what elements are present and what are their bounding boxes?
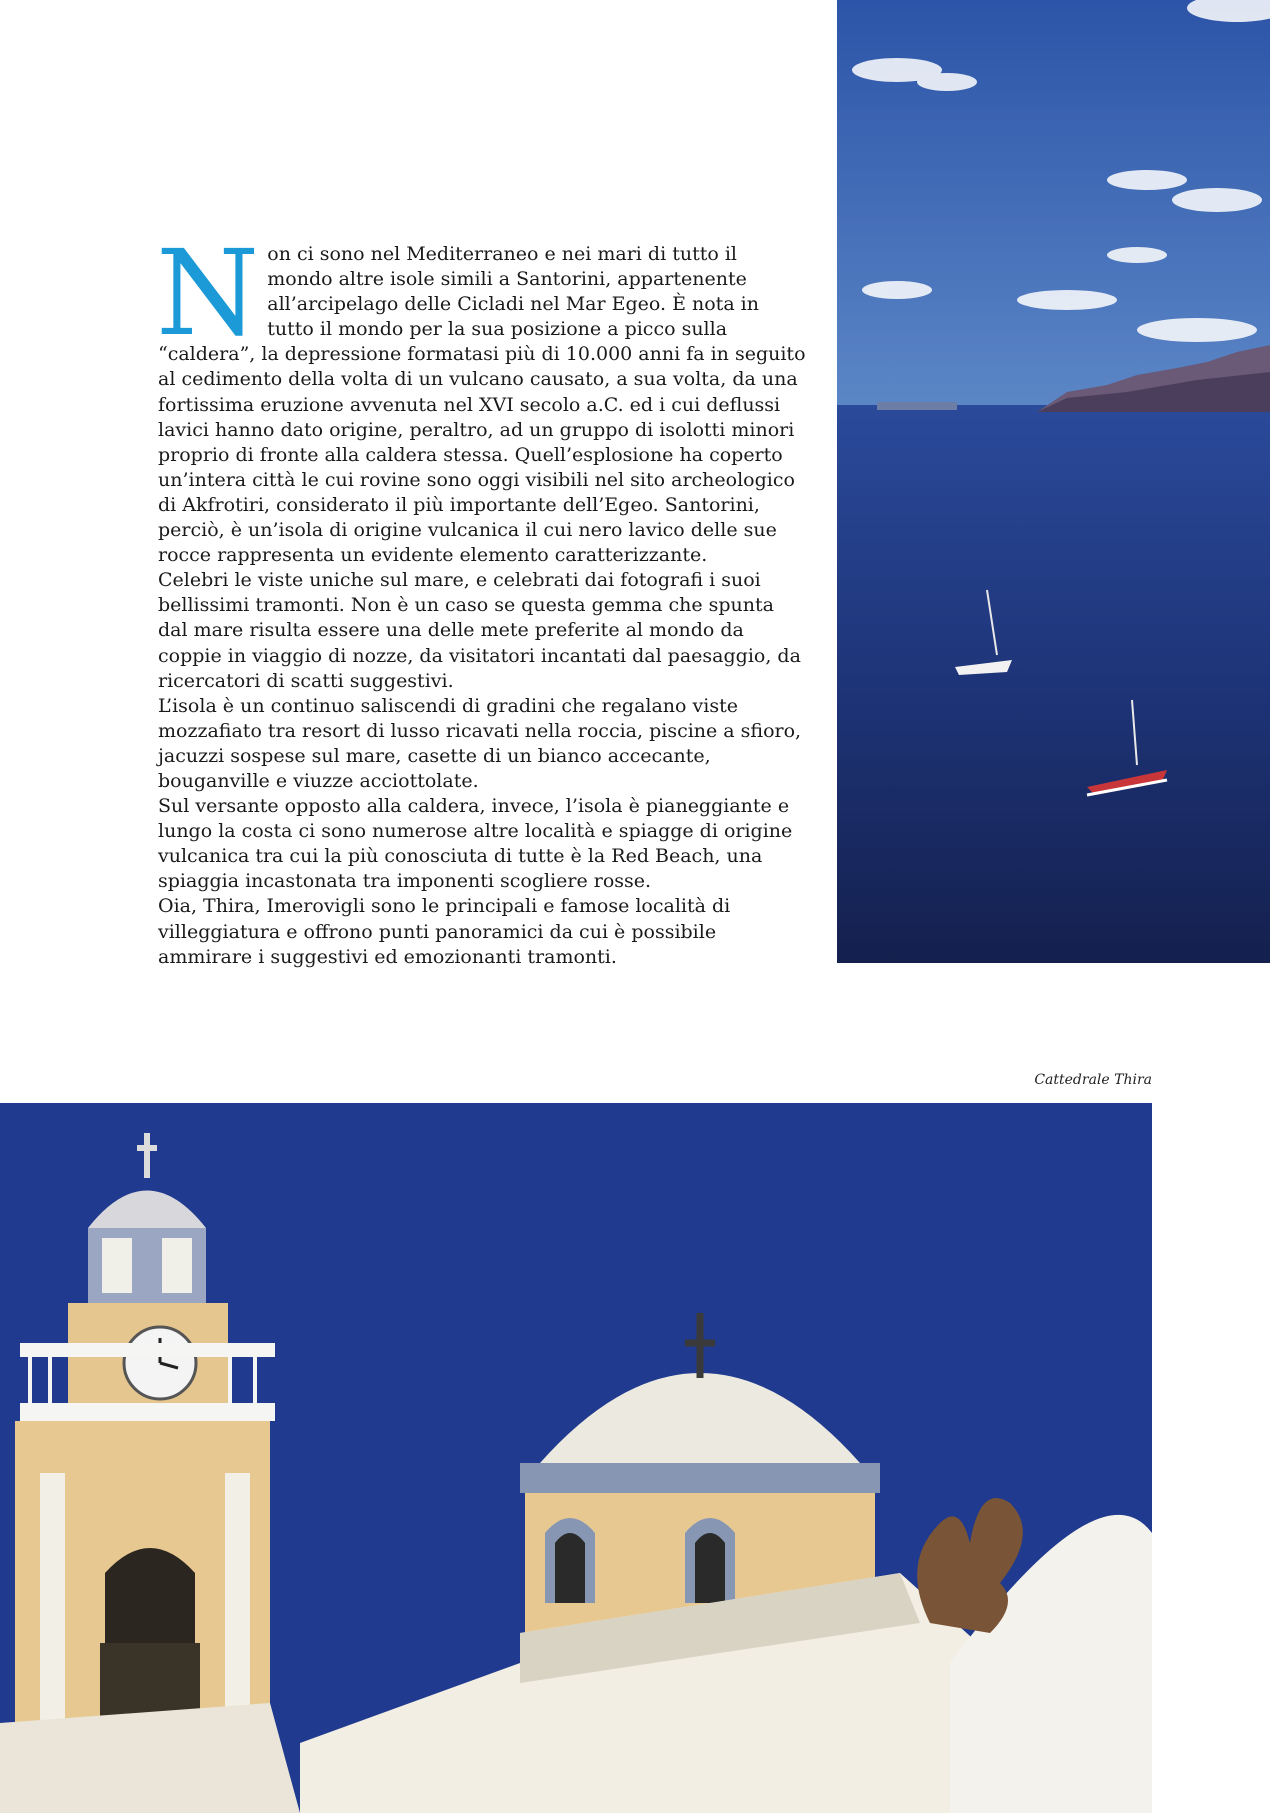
article-body bbox=[156, 224, 808, 970]
drop-cap: N bbox=[156, 224, 260, 362]
sea-illustration bbox=[837, 0, 1270, 963]
photo-caption: Cattedrale Thira bbox=[1034, 1072, 1152, 1088]
islet bbox=[877, 402, 957, 410]
santorini-sea-photo bbox=[837, 0, 1270, 963]
cathedral-photo bbox=[0, 1103, 1152, 1813]
paragraph-4: Sul versante opposto alla caldera, invece, l’isola è pianeggiante e lungo la costa ci sono numerose altre località e spiagge di origine vulcanica tra cui la più conosciuta di tutte è la Red Beach, una spiaggia incastonata tra imponenti scogliere rosse. bbox=[158, 795, 793, 893]
sea bbox=[837, 405, 1270, 963]
paragraph-1: on ci sono nel Mediterraneo e nei mari di tutto il mondo altre isole simili a Santorini, appartenente all’arcipelago delle Cicladi nel Mar Egeo. È nota in tutto il mondo per la sua posizione a picco sulla “caldera”, la depressione formatasi più di 10.000 anni fa in seguito al cedimento della volta di un vulcano causato, a sua volta, da una fortissima eruzione avvenuta nel XVI secolo a.C. ed i cui deflussi lavici hanno dato origine, peraltro, ad un gruppo di isolotti minori proprio di fronte alla caldera stessa. Quell’esplosione ha coperto un’intera città le cui rovine sono oggi visibili nel sito archeologico di Akfrotiri, considerato il più importante dell’Egeo. Santorini, perciò, è un’isola di origine vulcanica il cui nero lavico delle sue rocce rappresenta un evidente elemento caratterizzante. bbox=[158, 243, 806, 567]
cathedral-illustration bbox=[0, 1103, 1152, 1813]
paragraph-3: L’isola è un continuo saliscendi di gradini che regalano viste mozzafiato tra resort di lusso ricavati nella roccia, piscine a sfioro, jacuzzi sospese sul mare, casette di un bianco accecante, bouganville e viuzze acciottolate. bbox=[158, 694, 802, 792]
paragraph-2: Celebri le viste uniche sul mare, e celebrati dai fotografi i suoi bellissimi tramonti. Non è un caso se questa gemma che spunta dal mare risulta essere una delle mete preferite al mondo da coppie in viaggio di nozze, da visitatori incantati dal paesaggio, da ricercatori di scatti suggestivi. bbox=[158, 569, 801, 692]
paragraph-5: Oia, Thira, Imerovigli sono le principali e famose località di villeggiatura e offrono punti panoramici da cui è possibile ammirare i suggestivi ed emozionanti tramonti. bbox=[158, 895, 731, 968]
